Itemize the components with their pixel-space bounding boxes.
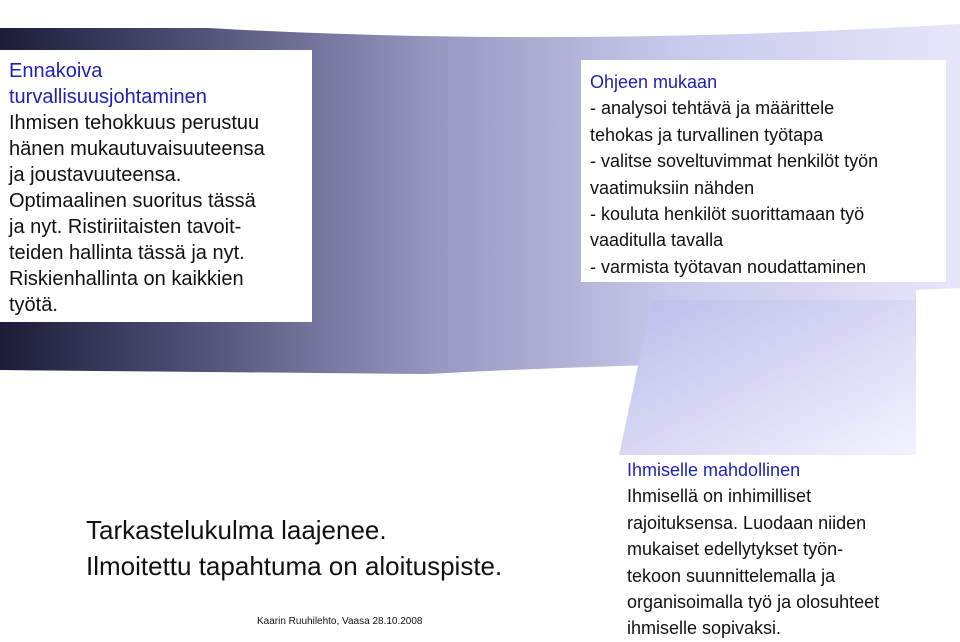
right-box-body-line: - analysoi tehtävä ja määrittele	[590, 98, 835, 119]
bottom-right-box-body-line: mukaiset edellytykset työn-	[627, 539, 844, 560]
left-box-title-line: Ennakoiva	[9, 60, 103, 82]
right-box-title: Ohjeen mukaan	[590, 72, 718, 92]
left-box-body-line: työtä.	[9, 294, 58, 316]
proactive-safety-management-box	[0, 50, 312, 322]
left-box-title-line: turvallisuusjohtaminen	[9, 86, 207, 108]
left-box-body-line: Riskienhallinta on kaikkien	[9, 268, 244, 290]
right-box-body-line: tehokas ja turvallinen työtapa	[590, 124, 824, 145]
left-box-body-line: ja joustavuuteensa.	[9, 164, 182, 186]
perspective-widens-text	[86, 512, 502, 584]
right-box-body-line: - varmista työtavan noudattaminen	[590, 256, 867, 277]
bottom-right-box-body-line: organisoimalla työ ja olosuhteet	[627, 592, 880, 613]
bottom-right-box-body-line: tekoon suunnittelemalla ja	[627, 565, 836, 586]
bottom-right-box-body-line: ihmiselle sopivaksi.	[627, 618, 782, 639]
left-box-body-line: hänen mukautuvaisuuteensa	[9, 138, 265, 160]
left-box-body-line: Ihmisen tehokkuus perustuu	[9, 112, 260, 134]
left-box-body-line: teiden hallinta tässä ja nyt.	[9, 242, 245, 264]
humanly-possible-box	[618, 455, 960, 640]
bottom-right-box-body-line: rajoituksensa. Luodaan niiden	[627, 512, 867, 533]
bottom-right-box-title: Ihmiselle mahdollinen	[627, 460, 801, 480]
right-box-body-line: vaatimuksiin nähden	[590, 177, 755, 198]
left-box-body-line: Optimaalinen suoritus tässä	[9, 190, 256, 212]
bottom-left-line: Ilmoitettu tapahtuma on aloituspiste.	[86, 551, 503, 581]
according-to-instructions-box	[581, 60, 946, 282]
right-box-body-line: vaaditulla tavalla	[590, 230, 724, 251]
left-box-body-line: ja nyt. Ristiriitaisten tavoit-	[9, 216, 242, 238]
right-box-body-line: - kouluta henkilöt suorittamaan työ	[590, 204, 865, 225]
footer-credit: Kaarin Ruuhilehto, Vaasa 28.10.2008	[257, 616, 423, 627]
bottom-right-box-body-line: Ihmisellä on inhimilliset	[627, 486, 812, 507]
downward-arrow-shape	[618, 300, 916, 460]
bottom-left-line: Tarkastelukulma laajenee.	[86, 515, 387, 545]
right-box-body-line: - valitse soveltuvimmat henkilöt työn	[590, 151, 879, 172]
